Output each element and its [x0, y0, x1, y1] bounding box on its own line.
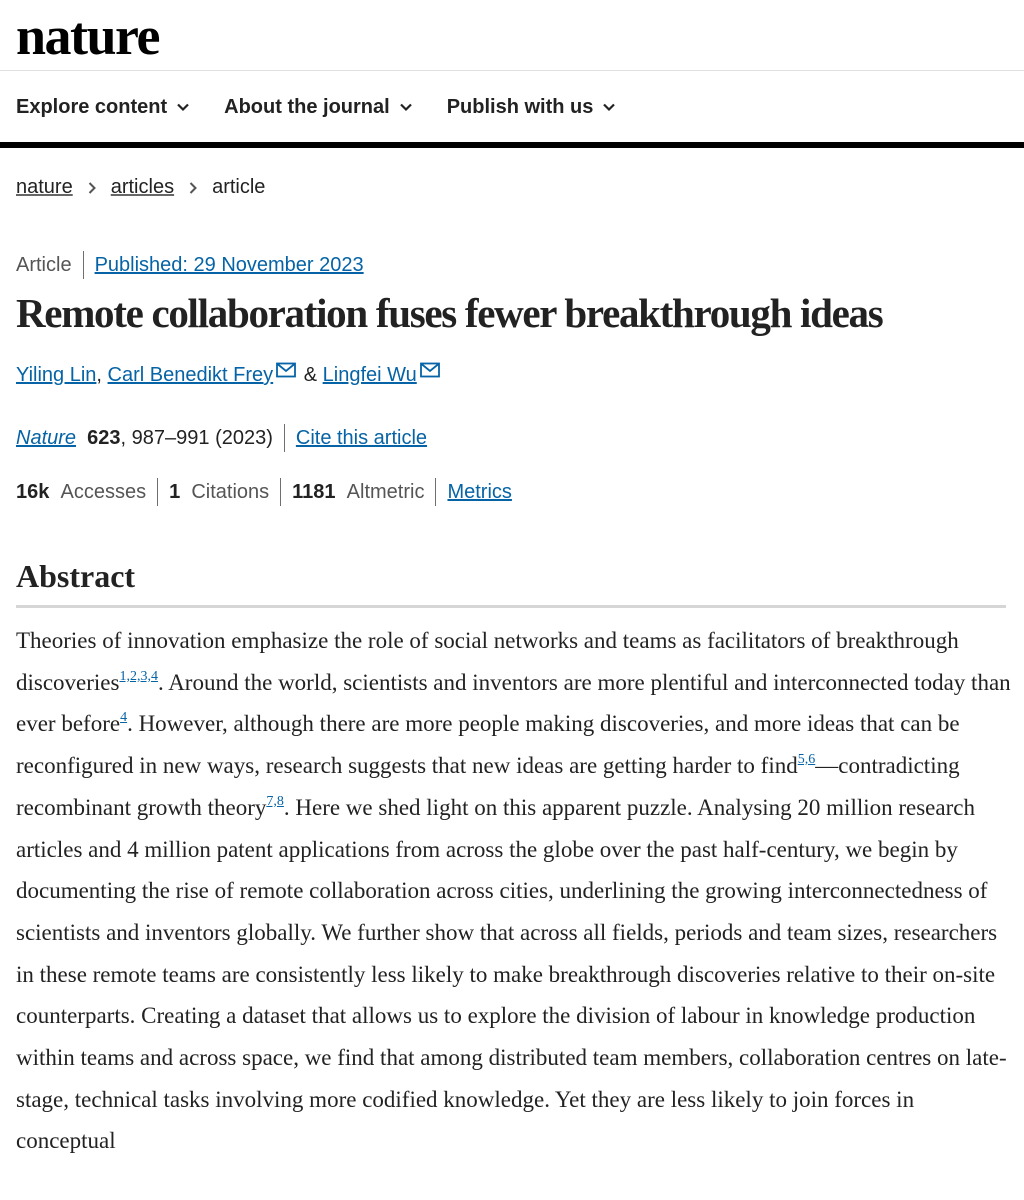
abstract-divider	[16, 605, 1006, 608]
email-icon[interactable]	[420, 362, 440, 378]
author-and: &	[303, 364, 318, 386]
abstract-heading: Abstract	[16, 558, 136, 594]
abstract-segment: . Around the world, scientists and inventors are more plentiful and interconnected today than ever before	[16, 669, 1011, 737]
divider	[435, 478, 436, 506]
author-link[interactable]: Carl Benedikt Frey	[107, 364, 274, 386]
article-type: Article	[16, 253, 72, 276]
reference-link[interactable]: 5,6	[797, 752, 816, 768]
email-icon[interactable]	[276, 362, 296, 378]
published-date-link[interactable]: Published: 29 November 2023	[94, 253, 364, 276]
citations-count: 1	[169, 480, 181, 503]
reference-sup	[266, 794, 284, 809]
divider	[284, 424, 285, 452]
author-link[interactable]: Lingfei Wu	[322, 364, 417, 386]
chevron-down-icon	[399, 100, 413, 114]
metric-spacer	[49, 481, 60, 504]
reference-link[interactable]: 1,2,3,4	[119, 668, 158, 684]
divider	[157, 478, 158, 506]
chevron-down-icon	[176, 100, 190, 114]
site-logo[interactable]: nature	[16, 6, 160, 66]
abstract-text	[16, 620, 1016, 1162]
reference-sup	[798, 752, 816, 767]
abstract-segment: Theories of innovation emphasize the role of social networks and teams as facilitators of breakthrough discoveries	[16, 628, 959, 695]
abstract-segment: . However, although there are more people making discoveries, and more ideas that can be reconfigured in new ways, research suggests that new ideas are getting harder to find	[16, 711, 960, 779]
citation-spacer	[76, 427, 87, 450]
journal-link[interactable]: Nature	[16, 426, 77, 449]
breadcrumb-articles-link[interactable]: articles	[110, 176, 175, 198]
main-nav	[16, 90, 616, 124]
chevron-down-icon	[602, 100, 616, 114]
cite-this-article-link[interactable]: Cite this article	[295, 426, 428, 449]
nav-explore-content-label: Explore content	[16, 96, 168, 118]
article-title: Remote collaboration fuses fewer breakthrough ideas	[16, 290, 883, 336]
citation-line	[16, 424, 427, 452]
header-divider	[0, 142, 1024, 148]
reference-sup	[119, 669, 158, 684]
nav-publish-with-us-label: Publish with us	[446, 96, 594, 118]
reference-link[interactable]: 7,8	[266, 793, 284, 809]
reference-link[interactable]: 4	[120, 710, 128, 726]
citations-label: Citations	[191, 480, 270, 503]
nav-about-journal-label: About the journal	[224, 96, 390, 118]
breadcrumb-current: article	[212, 176, 266, 198]
metric-spacer	[180, 481, 191, 504]
pages-year: , 987–991 (2023)	[120, 426, 273, 449]
author-link[interactable]: Yiling Lin	[16, 364, 97, 386]
abstract-segment: . Here we shed light on this apparent puzzle. Analysing 20 million research articles and 4 million patent applications from across the globe over the past half-century, we begin by documenting the rise of remote collaboration across cities, underlining the growing interconnectedness of scientists and inventors globally. We further show that across all fields, periods and team sizes, researchers in these remote teams are consistently less likely to make breakthrough discoveries relative to their on-site counterparts. Creating a dataset that allows us to explore the division of labour in knowledge production within teams and across space, we find that among distributed team members, collaboration centres on late-stage, technical tasks involving more codified knowledge. Yet they are less likely to join forces in conceptual	[16, 794, 1007, 1154]
volume: 623	[87, 426, 121, 449]
author-list	[16, 364, 442, 387]
accesses-label: Accesses	[60, 480, 147, 503]
breadcrumb-home-link[interactable]: nature	[16, 176, 73, 198]
accesses-count: 16k	[16, 480, 50, 503]
author-separator: ,	[96, 364, 108, 386]
nav-explore-content[interactable]	[16, 90, 190, 124]
article-meta	[16, 251, 364, 279]
nav-about-journal[interactable]	[224, 90, 413, 124]
reference-sup	[120, 710, 127, 725]
altmetric-score: 1181	[292, 480, 336, 503]
breadcrumb	[16, 176, 265, 199]
divider	[83, 251, 84, 279]
chevron-right-icon	[186, 181, 200, 195]
metric-spacer	[336, 481, 347, 504]
nav-publish-with-us[interactable]	[447, 90, 617, 124]
abstract-segment: —contradicting recombinant growth theory	[16, 753, 960, 820]
altmetric-label: Altmetric	[346, 480, 425, 503]
header-logo-bar	[0, 0, 1024, 71]
metrics-bar	[16, 478, 512, 506]
metrics-link[interactable]: Metrics	[447, 480, 512, 503]
chevron-right-icon	[85, 181, 99, 195]
divider	[280, 478, 281, 506]
